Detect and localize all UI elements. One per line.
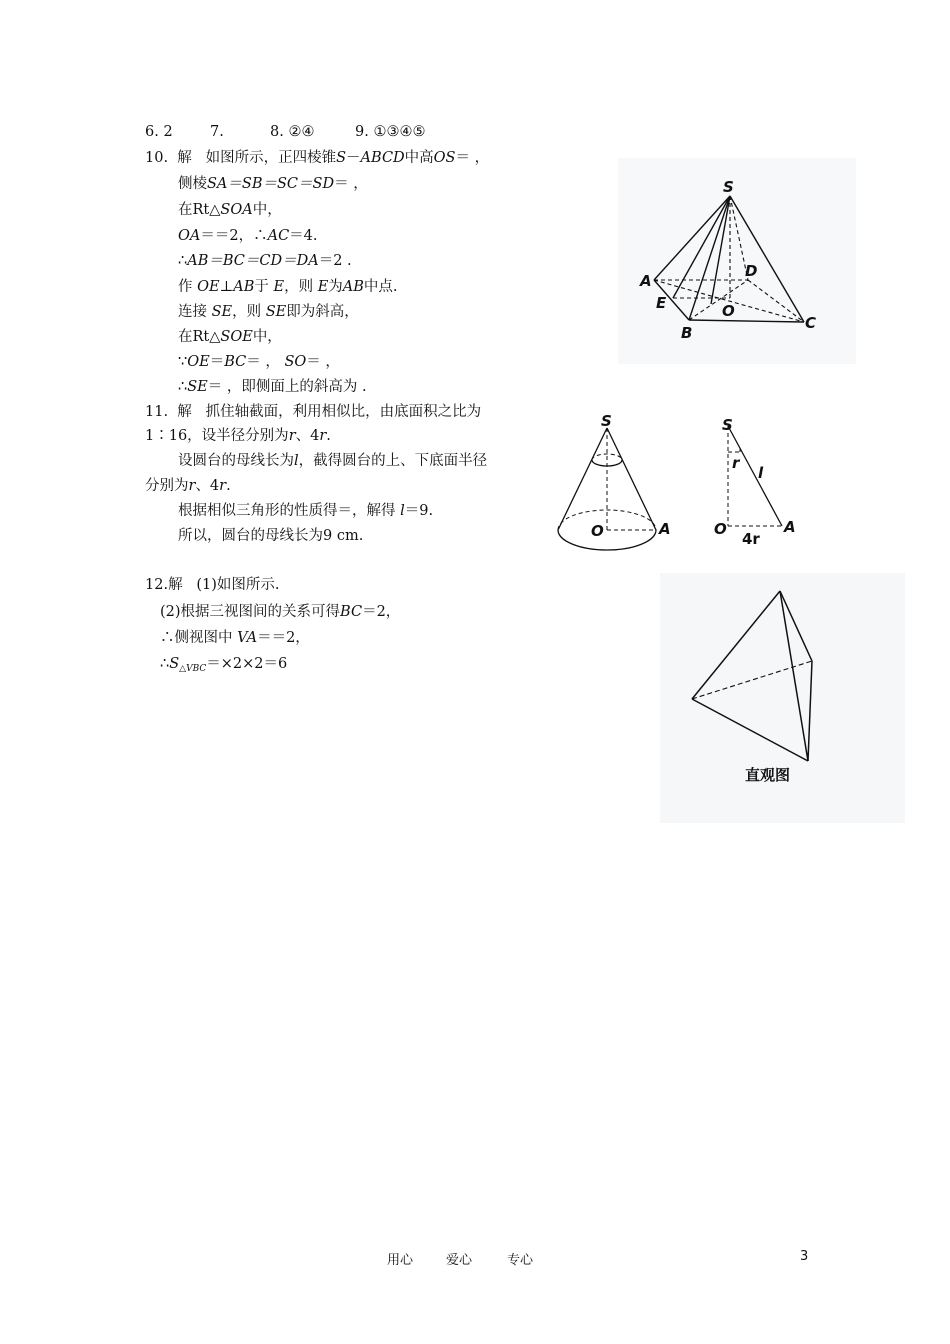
label-c: C [805, 314, 817, 332]
answer-7: 7. [210, 124, 224, 140]
q11-line-2: 1∶16，设半径分别为r、4r. [145, 428, 331, 444]
answer-8: 8. ②④ [270, 124, 315, 140]
cone-label-o: O [591, 522, 604, 540]
q11-line-5: 根据相似三角形的性质得＝，解得 l＝9. [178, 503, 434, 519]
label-o: O [722, 302, 735, 320]
q12-line-1: 12.解 (1)如图所示. [145, 577, 280, 593]
footer-zhuanxin: 专心 [507, 1253, 534, 1268]
q12-line-2: (2)根据三视图间的关系可得BC＝2， [160, 604, 401, 620]
q10-line-6: 作 OE⊥AB于 E，则 E为AB中点. [178, 279, 398, 295]
q10-line-8: 在Rt△SOE中， [178, 329, 282, 345]
tetrahedron-figure [660, 573, 905, 823]
q12-line-4: $\therefore S_{\triangle VBC}=\times 2\times 2=6$ [160, 656, 288, 674]
q10-line-2: 侧棱SA＝SB＝SC＝SD＝ ， [178, 176, 368, 192]
q11-line-3: 设圆台的母线长为l，截得圆台的上、下底面半径 [178, 453, 488, 469]
q10-line-7: 连接 SE，则 SE即为斜高， [178, 304, 359, 320]
cone-label-a: A [659, 520, 671, 538]
tetra-caption: 直观图 [745, 766, 791, 784]
q12-line-3: ∴侧视图中 VA＝＝2， [160, 630, 310, 646]
page-number: 3 [800, 1249, 809, 1264]
label-b: B [681, 324, 693, 342]
triangle-label-r: r [732, 454, 740, 472]
triangle-label-o: O [714, 520, 727, 538]
q10-line-1: 10. 解 如图所示，正四棱锥S－ABCD中高OS＝ ， [145, 150, 490, 166]
answer-9: 9. ①③④⑤ [355, 124, 426, 140]
q10-line-5: ∴AB＝BC＝CD＝DA＝2 . [178, 253, 352, 269]
q10-line-3: 在Rt△SOA中， [178, 202, 282, 218]
triangle-label-s: S [722, 416, 733, 434]
label-d: D [745, 262, 758, 280]
triangle-label-base: 4r [742, 530, 760, 547]
triangle-label-a: A [784, 518, 796, 536]
pyramid-figure [618, 158, 856, 364]
label-a: A [640, 272, 652, 290]
answer-6: 6. 2 [145, 124, 173, 140]
label-s: S [723, 178, 734, 196]
label-e: E [656, 294, 667, 312]
q11-line-6: 所以，圆台的母线长为9 cm. [178, 528, 364, 544]
q11-line-1: 11. 解 抓住轴截面，利用相似比，由底面积之比为 [145, 404, 482, 420]
cone-label-s: S [601, 412, 612, 430]
q11-line-4: 分别为r、4r. [145, 478, 231, 494]
q10-line-9: ∵OE＝BC＝ ， SO＝ ， [178, 354, 340, 370]
footer-aixin: 爱心 [446, 1253, 473, 1268]
triangle-figure [712, 412, 802, 547]
cone-figure [555, 410, 675, 560]
q10-line-10: ∴SE＝ ，即侧面上的斜高为 . [178, 379, 367, 395]
footer-yongxin: 用心 [387, 1253, 414, 1268]
q10-line-4: OA＝＝2，∴AC＝4. [178, 228, 318, 244]
triangle-label-l: l [758, 464, 764, 482]
